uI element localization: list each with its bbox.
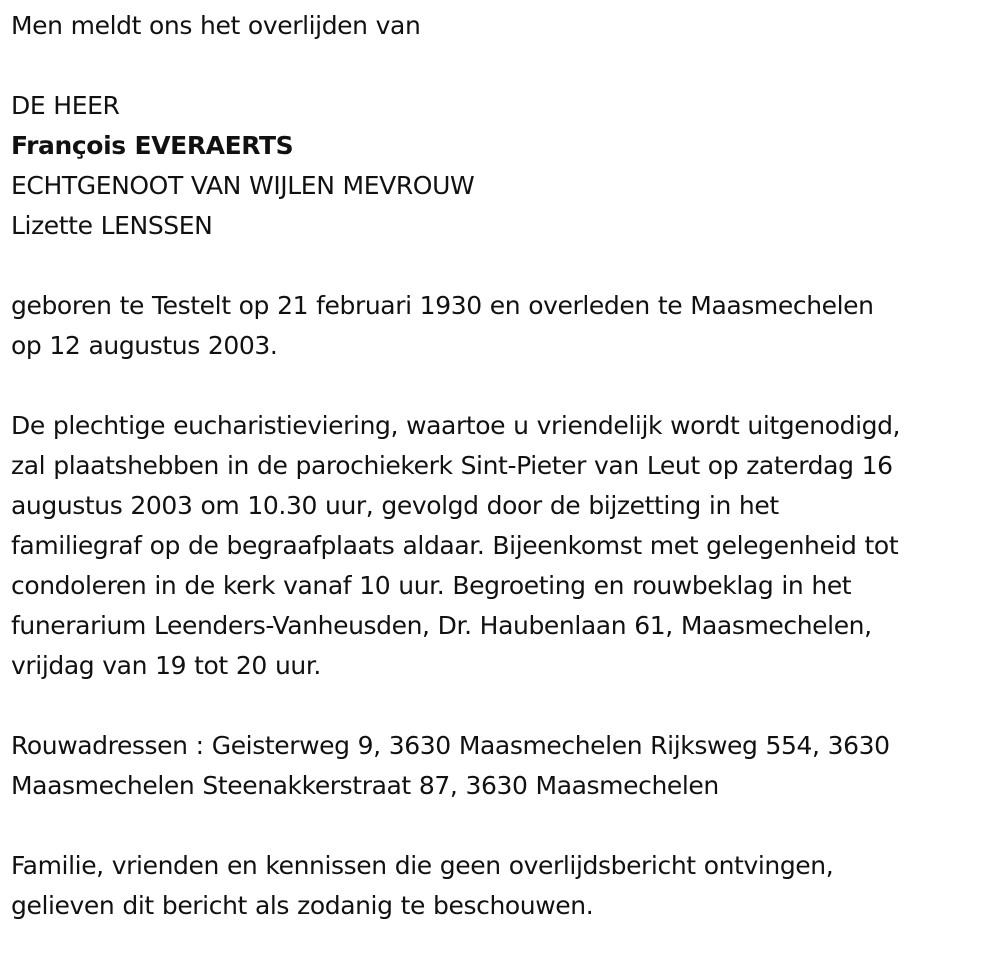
text-line: funerarium Leenders-Vanheusden, Dr. Haubenlaan 61, Maasmechelen, — [11, 611, 872, 640]
spacer — [11, 806, 996, 846]
addresses-paragraph — [11, 726, 996, 806]
spacer — [11, 46, 996, 86]
death-notice — [11, 6, 996, 926]
text-line: Maasmechelen Steenakkerstraat 87, 3630 Maasmechelen — [11, 771, 719, 800]
text-line: gelieven dit bericht als zodanig te beschouwen. — [11, 891, 594, 920]
text-line: Rouwadressen : Geisterweg 9, 3630 Maasmechelen Rijksweg 554, 3630 — [11, 731, 890, 760]
ceremony-paragraph — [11, 406, 996, 686]
birth-death-paragraph — [11, 286, 996, 366]
spacer — [11, 686, 996, 726]
deceased-name: François EVERAERTS — [11, 131, 294, 160]
spouse-name: Lizette LENSSEN — [11, 211, 213, 240]
honorific: DE HEER — [11, 91, 120, 120]
text-line: op 12 augustus 2003. — [11, 331, 278, 360]
closing-paragraph — [11, 846, 996, 926]
text-line: De plechtige eucharistieviering, waartoe u vriendelijk wordt uitgenodigd, — [11, 411, 901, 440]
text-line: vrijdag van 19 tot 20 uur. — [11, 651, 321, 680]
text-line: Familie, vrienden en kennissen die geen overlijdsbericht ontvingen, — [11, 851, 834, 880]
text-line: familiegraf op de begraafplaats aldaar. Bijeenkomst met gelegenheid tot — [11, 531, 899, 560]
text-line: zal plaatshebben in de parochiekerk Sint-Pieter van Leut op zaterdag 16 — [11, 451, 893, 480]
intro-text: Men meldt ons het overlijden van — [11, 11, 421, 40]
text-line: geboren te Testelt op 21 februari 1930 en overleden te Maasmechelen — [11, 291, 874, 320]
spouse-label: ECHTGENOOT VAN WIJLEN MEVROUW — [11, 171, 475, 200]
spacer — [11, 246, 996, 286]
spacer — [11, 366, 996, 406]
text-line: augustus 2003 om 10.30 uur, gevolgd door de bijzetting in het — [11, 491, 779, 520]
text-line: condoleren in de kerk vanaf 10 uur. Begroeting en rouwbeklag in het — [11, 571, 852, 600]
